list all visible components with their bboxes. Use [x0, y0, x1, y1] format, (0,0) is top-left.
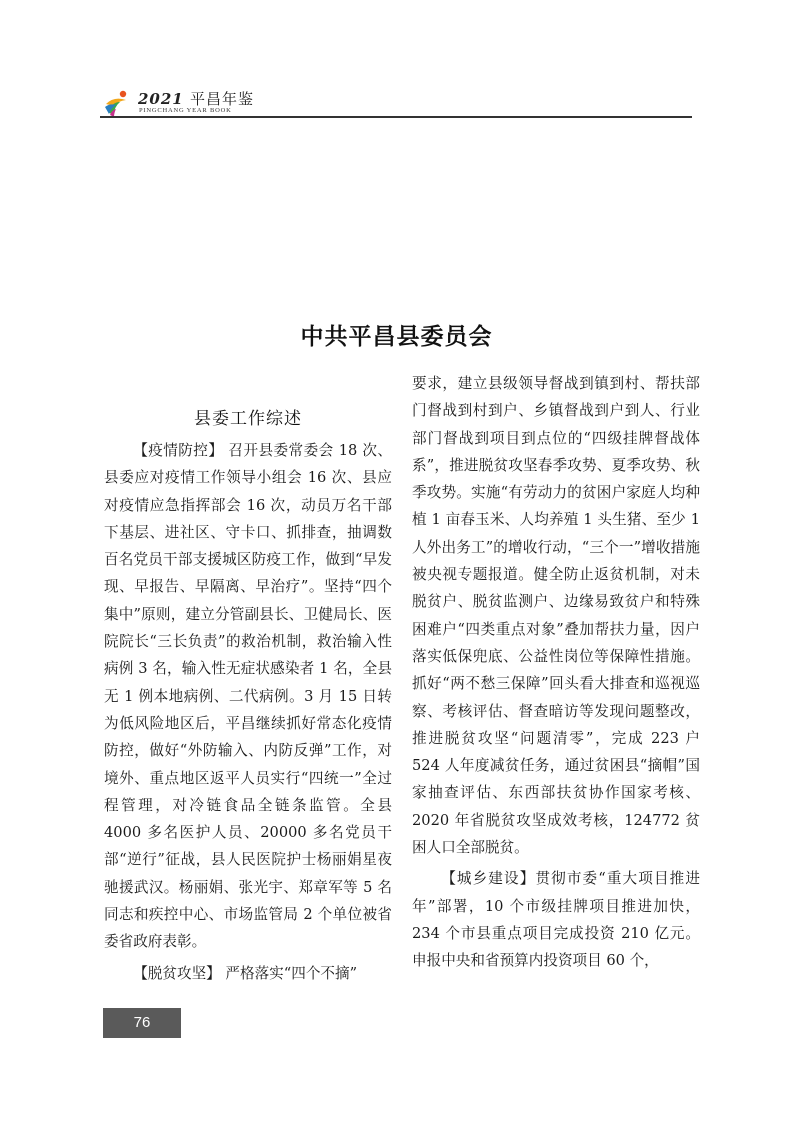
- page-title: 中共平昌县委员会: [300, 323, 493, 350]
- paragraph-epidemic-control: [104, 437, 392, 956]
- paragraph-text: 贯彻市委“重大项目推进年”部署，10 个市级挂牌项目推进加快，234 个市县重点项目完成投资 210 亿元。申报中央和省预算内投资项目 60 个，: [412, 870, 700, 970]
- yearbook-subtitle: PINGCHANG YEAR BOOK: [139, 107, 232, 114]
- paragraph-poverty-alleviation-continued: 要求，建立县级领导督战到镇到村、帮扶部门督战到村到户、乡镇督战到户到人、行业部门督战到项目到点位的“四级挂牌督战体系”，推进脱贫攻坚春季攻势、夏季攻势、秋季攻势。实施“有劳动力的贫困户家庭人均种植 1 亩春玉米、人均养殖 1 头生猪、至少 1 人外出务工”的增收行动，“三个一”增收措施被央视专题报道。健全防止返贫机制，对未脱贫户、脱贫监测户、边缘易致贫户和特殊困难户“四类重点对象”叠加帮扶力量，因户落实低保兜底、公益性岗位等保障性措施。抓好“两不愁三保障”回头看大排查和巡视巡察、考核评估、督查暗访等发现问题整改，推进脱贫攻坚“问题清零”，完成 223 户 524 人年度减贫任务，通过贫困县“摘帽”国家抽查评估、东西部扶贫协作国家考核、2020 年省脱贫攻坚成效考核，124772 贫困人口全部脱贫。: [412, 375, 700, 857]
- paragraph-tag: 【脱贫攻坚】: [133, 964, 221, 982]
- paragraph-urban-rural-construction: [412, 865, 700, 974]
- paragraph-poverty-alleviation: [104, 960, 392, 987]
- header-divider: [100, 116, 692, 118]
- page-number: 76: [103, 1008, 181, 1038]
- right-column: [412, 370, 700, 975]
- paragraph-text: 召开县委常委会 18 次、县委应对疫情工作领导小组会 16 次、县应对疫情应急指挥部会 16 次，动员万名干部下基层、进社区、守卡口、抓排查，抽调数百名党员干部支援城区防疫工作，做到“早发现、早报告、早隔离、早治疗”。坚持“四个集中”原则，建立分管副县长、卫健局长、医院院长“三长负责”的救治机制，救治输入性病例 3 名，输入性无症状感染者 1 名，全县无 1 例本地病例、二代病例。3 月 15 日转为低风险地区后，平昌继续抓好常态化疫情防控，做好“外防输入、内防反弹”工作，对境外、重点地区返平人员实行“四统一”全过程管理，对冷链食品全链条监管。全县 4000 多名医护人员、20000 多名党员干部“逆行”征战，县人民医院护士杨丽娟星夜驰援武汉。杨丽娟、张光宇、郑章军等 5 名同志和疾控中心、市场监管局 2 个单位被省委省政府表彰。: [104, 442, 392, 951]
- paragraph-tag: 【疫情防控】: [133, 442, 224, 459]
- section-title: 县委工作综述: [194, 409, 302, 429]
- paragraph-text: 严格落实“四个不摘”: [220, 964, 358, 982]
- pingchang-yearbook-logo-icon: [102, 88, 132, 118]
- left-column: [104, 437, 392, 987]
- yearbook-brand-title: [138, 88, 254, 109]
- running-header: [100, 86, 692, 118]
- paragraph-tag: 【城乡建设】: [441, 870, 536, 888]
- yearbook-year: 2021: [138, 90, 184, 108]
- yearbook-title-cn: 平昌年鉴: [189, 90, 254, 108]
